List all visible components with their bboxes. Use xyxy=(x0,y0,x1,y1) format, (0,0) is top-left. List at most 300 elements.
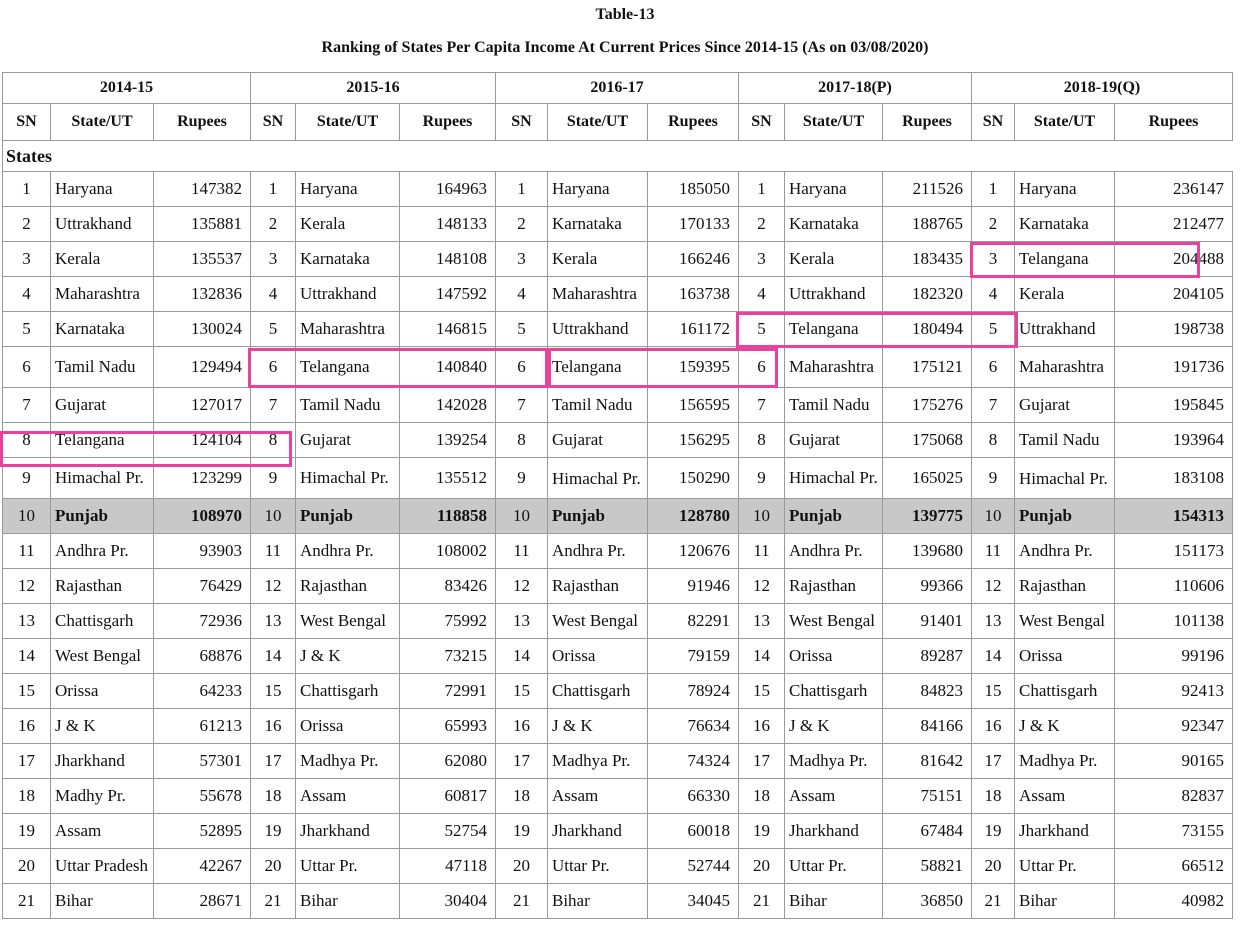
rank-cell: 1 xyxy=(496,172,548,207)
state-cell: Jharkhand xyxy=(548,814,648,849)
rank-cell: 19 xyxy=(251,814,296,849)
rupees-cell: 150290 xyxy=(648,458,739,499)
rank-cell: 14 xyxy=(496,639,548,674)
state-cell: Chattisgarh xyxy=(548,674,648,709)
state-cell: Orissa xyxy=(296,709,400,744)
rank-cell: 17 xyxy=(3,744,51,779)
rank-cell: 12 xyxy=(496,569,548,604)
rank-cell: 7 xyxy=(251,388,296,423)
sn-header: SN xyxy=(496,104,548,141)
rupees-cell: 132836 xyxy=(154,277,251,312)
rupees-cell: 101138 xyxy=(1115,604,1233,639)
state-cell: Andhra Pr. xyxy=(548,534,648,569)
rupees-cell: 84823 xyxy=(883,674,972,709)
state-cell: West Bengal xyxy=(51,639,154,674)
state-cell: Bihar xyxy=(296,884,400,919)
rupees-header: Rupees xyxy=(648,104,739,141)
rupees-cell: 73215 xyxy=(400,639,496,674)
state-cell: Bihar xyxy=(785,884,883,919)
rupees-cell: 182320 xyxy=(883,277,972,312)
rupees-cell: 156295 xyxy=(648,423,739,458)
state-cell: Karnataka xyxy=(785,207,883,242)
rank-cell: 10 xyxy=(496,499,548,534)
rank-cell: 20 xyxy=(3,849,51,884)
rank-cell: 5 xyxy=(972,312,1015,347)
state-cell: Haryana xyxy=(785,172,883,207)
rupees-cell: 128780 xyxy=(648,499,739,534)
rupees-cell: 135881 xyxy=(154,207,251,242)
column-header-row xyxy=(3,104,1233,141)
state-cell: Bihar xyxy=(1015,884,1115,919)
state-cell: Rajasthan xyxy=(548,569,648,604)
state-cell: Himachal Pr. xyxy=(296,458,400,499)
rank-cell: 11 xyxy=(972,534,1015,569)
rank-cell: 3 xyxy=(972,242,1015,277)
state-cell: Chattisgarh xyxy=(785,674,883,709)
rank-cell: 11 xyxy=(3,534,51,569)
table-row xyxy=(3,312,1233,347)
rank-cell: 12 xyxy=(251,569,296,604)
table-title: Table-13 xyxy=(595,6,655,23)
rupees-cell: 212477 xyxy=(1115,207,1233,242)
state-cell: Uttar Pr. xyxy=(1015,849,1115,884)
rank-cell: 12 xyxy=(3,569,51,604)
rupees-cell: 170133 xyxy=(648,207,739,242)
rank-cell: 3 xyxy=(3,242,51,277)
state-header: State/UT xyxy=(1015,104,1115,141)
state-cell: Madhya Pr. xyxy=(548,744,648,779)
rank-cell: 7 xyxy=(3,388,51,423)
rank-cell: 14 xyxy=(972,639,1015,674)
rupees-cell: 72991 xyxy=(400,674,496,709)
rank-cell: 3 xyxy=(496,242,548,277)
rank-cell: 20 xyxy=(739,849,785,884)
year-header: 2018-19(Q) xyxy=(972,73,1233,104)
state-cell: Maharashtra xyxy=(51,277,154,312)
rupees-cell: 28671 xyxy=(154,884,251,919)
state-cell: Rajasthan xyxy=(785,569,883,604)
rupees-cell: 188765 xyxy=(883,207,972,242)
rank-cell: 10 xyxy=(3,499,51,534)
state-cell: Jharkhand xyxy=(1015,814,1115,849)
rank-cell: 12 xyxy=(972,569,1015,604)
rupees-cell: 66330 xyxy=(648,779,739,814)
rank-cell: 5 xyxy=(251,312,296,347)
rupees-cell: 52744 xyxy=(648,849,739,884)
state-cell: Madhya Pr. xyxy=(1015,744,1115,779)
rank-cell: 17 xyxy=(496,744,548,779)
rupees-cell: 140840 xyxy=(400,347,496,388)
state-cell: West Bengal xyxy=(785,604,883,639)
rupees-cell: 236147 xyxy=(1115,172,1233,207)
state-cell: West Bengal xyxy=(548,604,648,639)
rupees-cell: 120676 xyxy=(648,534,739,569)
rank-cell: 9 xyxy=(972,458,1015,499)
rupees-cell: 34045 xyxy=(648,884,739,919)
rank-cell: 14 xyxy=(3,639,51,674)
rank-cell: 6 xyxy=(251,347,296,388)
state-cell: Chattisgarh xyxy=(296,674,400,709)
rupees-cell: 164963 xyxy=(400,172,496,207)
rank-cell: 15 xyxy=(3,674,51,709)
rupees-cell: 52895 xyxy=(154,814,251,849)
section-row xyxy=(3,141,1233,172)
table-row xyxy=(3,779,1233,814)
table-row xyxy=(3,277,1233,312)
state-cell: Punjab xyxy=(785,499,883,534)
rupees-cell: 135537 xyxy=(154,242,251,277)
rank-cell: 16 xyxy=(3,709,51,744)
state-cell: Telangana xyxy=(1015,242,1115,277)
rupees-cell: 82837 xyxy=(1115,779,1233,814)
table-row xyxy=(3,814,1233,849)
rank-cell: 21 xyxy=(972,884,1015,919)
rank-cell: 10 xyxy=(251,499,296,534)
rupees-cell: 139254 xyxy=(400,423,496,458)
rupees-cell: 123299 xyxy=(154,458,251,499)
table-row xyxy=(3,849,1233,884)
state-cell: Telangana xyxy=(296,347,400,388)
state-cell: Karnataka xyxy=(548,207,648,242)
rupees-cell: 193964 xyxy=(1115,423,1233,458)
rank-cell: 9 xyxy=(3,458,51,499)
state-cell: Uttar Pradesh xyxy=(51,849,154,884)
sn-header: SN xyxy=(3,104,51,141)
rupees-cell: 65993 xyxy=(400,709,496,744)
rank-cell: 15 xyxy=(251,674,296,709)
table-subtitle: Ranking of States Per Capita Income At Current Prices Since 2014-15 (As on 03/08/2020) xyxy=(321,39,929,56)
rupees-cell: 84166 xyxy=(883,709,972,744)
state-cell: J & K xyxy=(1015,709,1115,744)
rank-cell: 2 xyxy=(251,207,296,242)
rank-cell: 8 xyxy=(251,423,296,458)
rank-cell: 17 xyxy=(972,744,1015,779)
state-cell: Uttrakhand xyxy=(785,277,883,312)
rank-cell: 2 xyxy=(3,207,51,242)
rank-cell: 18 xyxy=(251,779,296,814)
rupees-cell: 147382 xyxy=(154,172,251,207)
state-header: State/UT xyxy=(296,104,400,141)
rupees-cell: 127017 xyxy=(154,388,251,423)
rank-cell: 14 xyxy=(251,639,296,674)
state-cell: Maharashtra xyxy=(785,347,883,388)
rank-cell: 3 xyxy=(251,242,296,277)
state-cell: Gujarat xyxy=(1015,388,1115,423)
state-cell: Himachal Pr. xyxy=(1015,458,1115,499)
rank-cell: 13 xyxy=(3,604,51,639)
state-cell: Tamil Nadu xyxy=(296,388,400,423)
rupees-cell: 139680 xyxy=(883,534,972,569)
rupees-cell: 99366 xyxy=(883,569,972,604)
rank-cell: 8 xyxy=(3,423,51,458)
table-row xyxy=(3,172,1233,207)
year-header-row xyxy=(3,73,1233,104)
state-cell: Haryana xyxy=(296,172,400,207)
rupees-cell: 124104 xyxy=(154,423,251,458)
state-cell: West Bengal xyxy=(1015,604,1115,639)
rupees-cell: 142028 xyxy=(400,388,496,423)
state-cell: Tamil Nadu xyxy=(51,347,154,388)
rank-cell: 9 xyxy=(251,458,296,499)
state-cell: Gujarat xyxy=(51,388,154,423)
rupees-cell: 92347 xyxy=(1115,709,1233,744)
rupees-cell: 198738 xyxy=(1115,312,1233,347)
state-cell: Uttar Pr. xyxy=(785,849,883,884)
rank-cell: 20 xyxy=(972,849,1015,884)
rank-cell: 18 xyxy=(739,779,785,814)
rupees-cell: 36850 xyxy=(883,884,972,919)
rupees-cell: 75151 xyxy=(883,779,972,814)
rupees-cell: 148133 xyxy=(400,207,496,242)
rank-cell: 7 xyxy=(739,388,785,423)
state-cell: Telangana xyxy=(548,347,648,388)
section-label: States xyxy=(3,141,1233,172)
state-cell: Assam xyxy=(51,814,154,849)
rupees-cell: 62080 xyxy=(400,744,496,779)
rank-cell: 16 xyxy=(739,709,785,744)
rank-cell: 21 xyxy=(739,884,785,919)
state-cell: Kerala xyxy=(548,242,648,277)
rank-cell: 20 xyxy=(251,849,296,884)
state-cell: Haryana xyxy=(1015,172,1115,207)
rank-cell: 8 xyxy=(496,423,548,458)
rank-cell: 1 xyxy=(3,172,51,207)
rank-cell: 13 xyxy=(251,604,296,639)
rupees-cell: 42267 xyxy=(154,849,251,884)
state-cell: Tamil Nadu xyxy=(1015,423,1115,458)
rupees-cell: 55678 xyxy=(154,779,251,814)
rupees-cell: 175276 xyxy=(883,388,972,423)
rupees-cell: 183435 xyxy=(883,242,972,277)
rank-cell: 15 xyxy=(496,674,548,709)
rank-cell: 6 xyxy=(3,347,51,388)
rupees-cell: 166246 xyxy=(648,242,739,277)
state-cell: Punjab xyxy=(296,499,400,534)
state-cell: Maharashtra xyxy=(548,277,648,312)
rank-cell: 5 xyxy=(496,312,548,347)
rupees-cell: 163738 xyxy=(648,277,739,312)
state-cell: Maharashtra xyxy=(296,312,400,347)
rank-cell: 1 xyxy=(251,172,296,207)
state-cell: Andhra Pr. xyxy=(51,534,154,569)
rank-cell: 20 xyxy=(496,849,548,884)
state-cell: Chattisgarh xyxy=(1015,674,1115,709)
rupees-header: Rupees xyxy=(883,104,972,141)
rank-cell: 17 xyxy=(251,744,296,779)
rank-cell: 2 xyxy=(972,207,1015,242)
state-cell: Uttrakhand xyxy=(51,207,154,242)
state-cell: Uttar Pr. xyxy=(548,849,648,884)
rank-cell: 16 xyxy=(972,709,1015,744)
rupees-cell: 40982 xyxy=(1115,884,1233,919)
rank-cell: 4 xyxy=(251,277,296,312)
state-cell: Telangana xyxy=(51,423,154,458)
state-cell: West Bengal xyxy=(296,604,400,639)
state-cell: Gujarat xyxy=(548,423,648,458)
rupees-cell: 108002 xyxy=(400,534,496,569)
rank-cell: 11 xyxy=(251,534,296,569)
rank-cell: 5 xyxy=(3,312,51,347)
year-header: 2016-17 xyxy=(496,73,739,104)
state-cell: Bihar xyxy=(51,884,154,919)
sn-header: SN xyxy=(251,104,296,141)
rank-cell: 4 xyxy=(739,277,785,312)
table-row xyxy=(3,604,1233,639)
state-cell: Andhra Pr. xyxy=(296,534,400,569)
year-header: 2017-18(P) xyxy=(739,73,972,104)
rank-cell: 7 xyxy=(972,388,1015,423)
state-cell: Uttar Pr. xyxy=(296,849,400,884)
rank-cell: 1 xyxy=(739,172,785,207)
rupees-cell: 89287 xyxy=(883,639,972,674)
state-cell: Rajasthan xyxy=(1015,569,1115,604)
rupees-cell: 180494 xyxy=(883,312,972,347)
rank-cell: 18 xyxy=(496,779,548,814)
state-cell: Tamil Nadu xyxy=(785,388,883,423)
state-cell: Haryana xyxy=(51,172,154,207)
rupees-cell: 79159 xyxy=(648,639,739,674)
state-cell: Uttrakhand xyxy=(548,312,648,347)
rank-cell: 4 xyxy=(496,277,548,312)
rank-cell: 9 xyxy=(739,458,785,499)
table-row xyxy=(3,499,1233,534)
state-cell: Tamil Nadu xyxy=(548,388,648,423)
rupees-cell: 151173 xyxy=(1115,534,1233,569)
rupees-cell: 60018 xyxy=(648,814,739,849)
rupees-cell: 90165 xyxy=(1115,744,1233,779)
state-cell: J & K xyxy=(548,709,648,744)
rank-cell: 13 xyxy=(972,604,1015,639)
rank-cell: 6 xyxy=(496,347,548,388)
rank-cell: 2 xyxy=(496,207,548,242)
rank-cell: 10 xyxy=(972,499,1015,534)
rank-cell: 8 xyxy=(972,423,1015,458)
rank-cell: 13 xyxy=(739,604,785,639)
state-cell: Gujarat xyxy=(296,423,400,458)
state-cell: Assam xyxy=(785,779,883,814)
rupees-cell: 204105 xyxy=(1115,277,1233,312)
state-cell: Telangana xyxy=(785,312,883,347)
rupees-cell: 68876 xyxy=(154,639,251,674)
rupees-cell: 165025 xyxy=(883,458,972,499)
rank-cell: 21 xyxy=(3,884,51,919)
state-header: State/UT xyxy=(785,104,883,141)
table-row xyxy=(3,639,1233,674)
rank-cell: 13 xyxy=(496,604,548,639)
rank-cell: 5 xyxy=(739,312,785,347)
rupees-cell: 118858 xyxy=(400,499,496,534)
state-cell: Himachal Pr. xyxy=(548,458,648,499)
rank-cell: 8 xyxy=(739,423,785,458)
rupees-cell: 135512 xyxy=(400,458,496,499)
rupees-cell: 83426 xyxy=(400,569,496,604)
rank-cell: 21 xyxy=(496,884,548,919)
rupees-cell: 175121 xyxy=(883,347,972,388)
rank-cell: 14 xyxy=(739,639,785,674)
table-row xyxy=(3,207,1233,242)
state-cell: Karnataka xyxy=(51,312,154,347)
rupees-cell: 161172 xyxy=(648,312,739,347)
state-cell: J & K xyxy=(51,709,154,744)
table-row xyxy=(3,242,1233,277)
rupees-cell: 66512 xyxy=(1115,849,1233,884)
state-cell: Jharkhand xyxy=(51,744,154,779)
rupees-cell: 82291 xyxy=(648,604,739,639)
state-cell: Kerala xyxy=(51,242,154,277)
rupees-cell: 72936 xyxy=(154,604,251,639)
state-cell: Haryana xyxy=(548,172,648,207)
state-cell: Kerala xyxy=(296,207,400,242)
state-cell: Maharashtra xyxy=(1015,347,1115,388)
rupees-cell: 81642 xyxy=(883,744,972,779)
table-row xyxy=(3,534,1233,569)
rank-cell: 4 xyxy=(972,277,1015,312)
rupees-cell: 67484 xyxy=(883,814,972,849)
rupees-cell: 154313 xyxy=(1115,499,1233,534)
rupees-cell: 93903 xyxy=(154,534,251,569)
rupees-cell: 159395 xyxy=(648,347,739,388)
rank-cell: 15 xyxy=(739,674,785,709)
rank-cell: 18 xyxy=(972,779,1015,814)
rupees-cell: 110606 xyxy=(1115,569,1233,604)
state-cell: Uttrakhand xyxy=(1015,312,1115,347)
state-cell: Uttrakhand xyxy=(296,277,400,312)
state-header: State/UT xyxy=(548,104,648,141)
rupees-cell: 64233 xyxy=(154,674,251,709)
state-cell: Orissa xyxy=(785,639,883,674)
state-cell: Andhra Pr. xyxy=(785,534,883,569)
ranking-table xyxy=(2,72,1233,919)
state-cell: Punjab xyxy=(548,499,648,534)
state-cell: Jharkhand xyxy=(296,814,400,849)
state-cell: Gujarat xyxy=(785,423,883,458)
rupees-cell: 74324 xyxy=(648,744,739,779)
rank-cell: 15 xyxy=(972,674,1015,709)
table-row xyxy=(3,709,1233,744)
state-cell: Orissa xyxy=(1015,639,1115,674)
rupees-cell: 191736 xyxy=(1115,347,1233,388)
rank-cell: 21 xyxy=(251,884,296,919)
rupees-cell: 147592 xyxy=(400,277,496,312)
rank-cell: 19 xyxy=(972,814,1015,849)
year-header: 2015-16 xyxy=(251,73,496,104)
rupees-cell: 76634 xyxy=(648,709,739,744)
rupees-cell: 60817 xyxy=(400,779,496,814)
rupees-cell: 47118 xyxy=(400,849,496,884)
state-cell: Rajasthan xyxy=(51,569,154,604)
table-row xyxy=(3,569,1233,604)
table-row xyxy=(3,458,1233,499)
state-cell: Punjab xyxy=(1015,499,1115,534)
table-row xyxy=(3,423,1233,458)
rupees-cell: 57301 xyxy=(154,744,251,779)
table-row xyxy=(3,347,1233,388)
table-row xyxy=(3,388,1233,423)
state-cell: Karnataka xyxy=(296,242,400,277)
rank-cell: 11 xyxy=(739,534,785,569)
rupees-cell: 75992 xyxy=(400,604,496,639)
rupees-cell: 148108 xyxy=(400,242,496,277)
rank-cell: 16 xyxy=(251,709,296,744)
state-cell: Karnataka xyxy=(1015,207,1115,242)
rupees-header: Rupees xyxy=(154,104,251,141)
state-cell: J & K xyxy=(785,709,883,744)
state-cell: Assam xyxy=(296,779,400,814)
state-cell: Madhya Pr. xyxy=(785,744,883,779)
rank-cell: 9 xyxy=(496,458,548,499)
rupees-cell: 185050 xyxy=(648,172,739,207)
state-cell: Jharkhand xyxy=(785,814,883,849)
